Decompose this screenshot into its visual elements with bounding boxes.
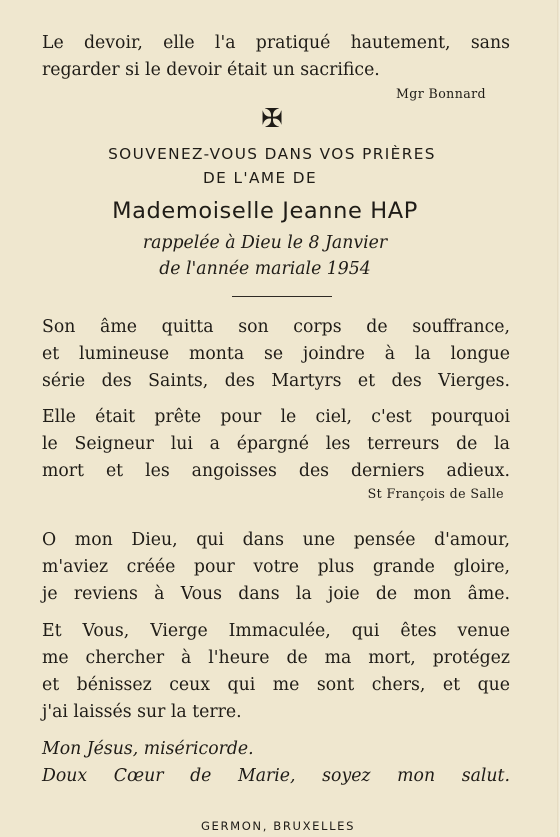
death-date-line-2: de l'année mariale 1954 xyxy=(159,259,371,279)
opening-quote xyxy=(42,30,510,84)
text-line: série des Saints, des Martyrs et des Vierges. xyxy=(42,371,510,391)
text-line: je reviens à Vous dans la joie de mon âme. xyxy=(42,584,510,604)
paragraph-author: St François de Salle xyxy=(367,486,504,501)
invocation-line: Doux Cœur de Marie, soyez mon salut. xyxy=(42,766,510,786)
text-line: m'aviez créée pour votre plus grande gloire, xyxy=(42,557,510,577)
quote-line: regarder si le devoir était un sacrifice. xyxy=(42,60,380,80)
text-line: Et Vous, Vierge Immaculée, qui êtes venue xyxy=(42,621,510,641)
divider xyxy=(232,296,332,297)
header-line-1: SOUVENEZ-VOUS DANS VOS PRIÈRES xyxy=(108,145,436,163)
cross-icon: ✠ xyxy=(261,104,283,134)
text-line: et lumineuse monta se joindre à la longue xyxy=(42,344,510,364)
paragraph-soul xyxy=(42,314,510,395)
prayer-god xyxy=(42,527,510,608)
prayer-virgin xyxy=(42,618,510,726)
text-line: j'ai laissés sur la terre. xyxy=(42,702,242,722)
text-line: le Seigneur lui a épargné les terreurs de la xyxy=(42,434,510,454)
text-line: O mon Dieu, qui dans une pensée d'amour, xyxy=(42,530,510,550)
text-line: mort et les angoisses des derniers adieux. xyxy=(42,461,510,481)
death-date-line-1: rappelée à Dieu le 8 Janvier xyxy=(142,233,388,253)
paragraph-ready xyxy=(42,404,510,485)
text-line: Son âme quitta son corps de souffrance, xyxy=(42,317,510,337)
invocation-line: Mon Jésus, miséricorde. xyxy=(42,739,254,759)
quote-author: Mgr Bonnard xyxy=(395,86,486,101)
invocations xyxy=(42,736,510,790)
deceased-name: Mademoiselle Jeanne HAP xyxy=(112,198,418,224)
quote-line: Le devoir, elle l'a pratiqué hautement, sans xyxy=(42,33,510,53)
text-line: Elle était prête pour le ciel, c'est pourquoi xyxy=(42,407,510,427)
text-line: me chercher à l'heure de ma mort, protégez xyxy=(42,648,510,668)
text-line: et bénissez ceux qui me sont chers, et que xyxy=(42,675,510,695)
header-line-2: DE L'AME DE xyxy=(202,169,318,187)
printer-imprint: GERMON, BRUXELLES xyxy=(200,819,356,833)
